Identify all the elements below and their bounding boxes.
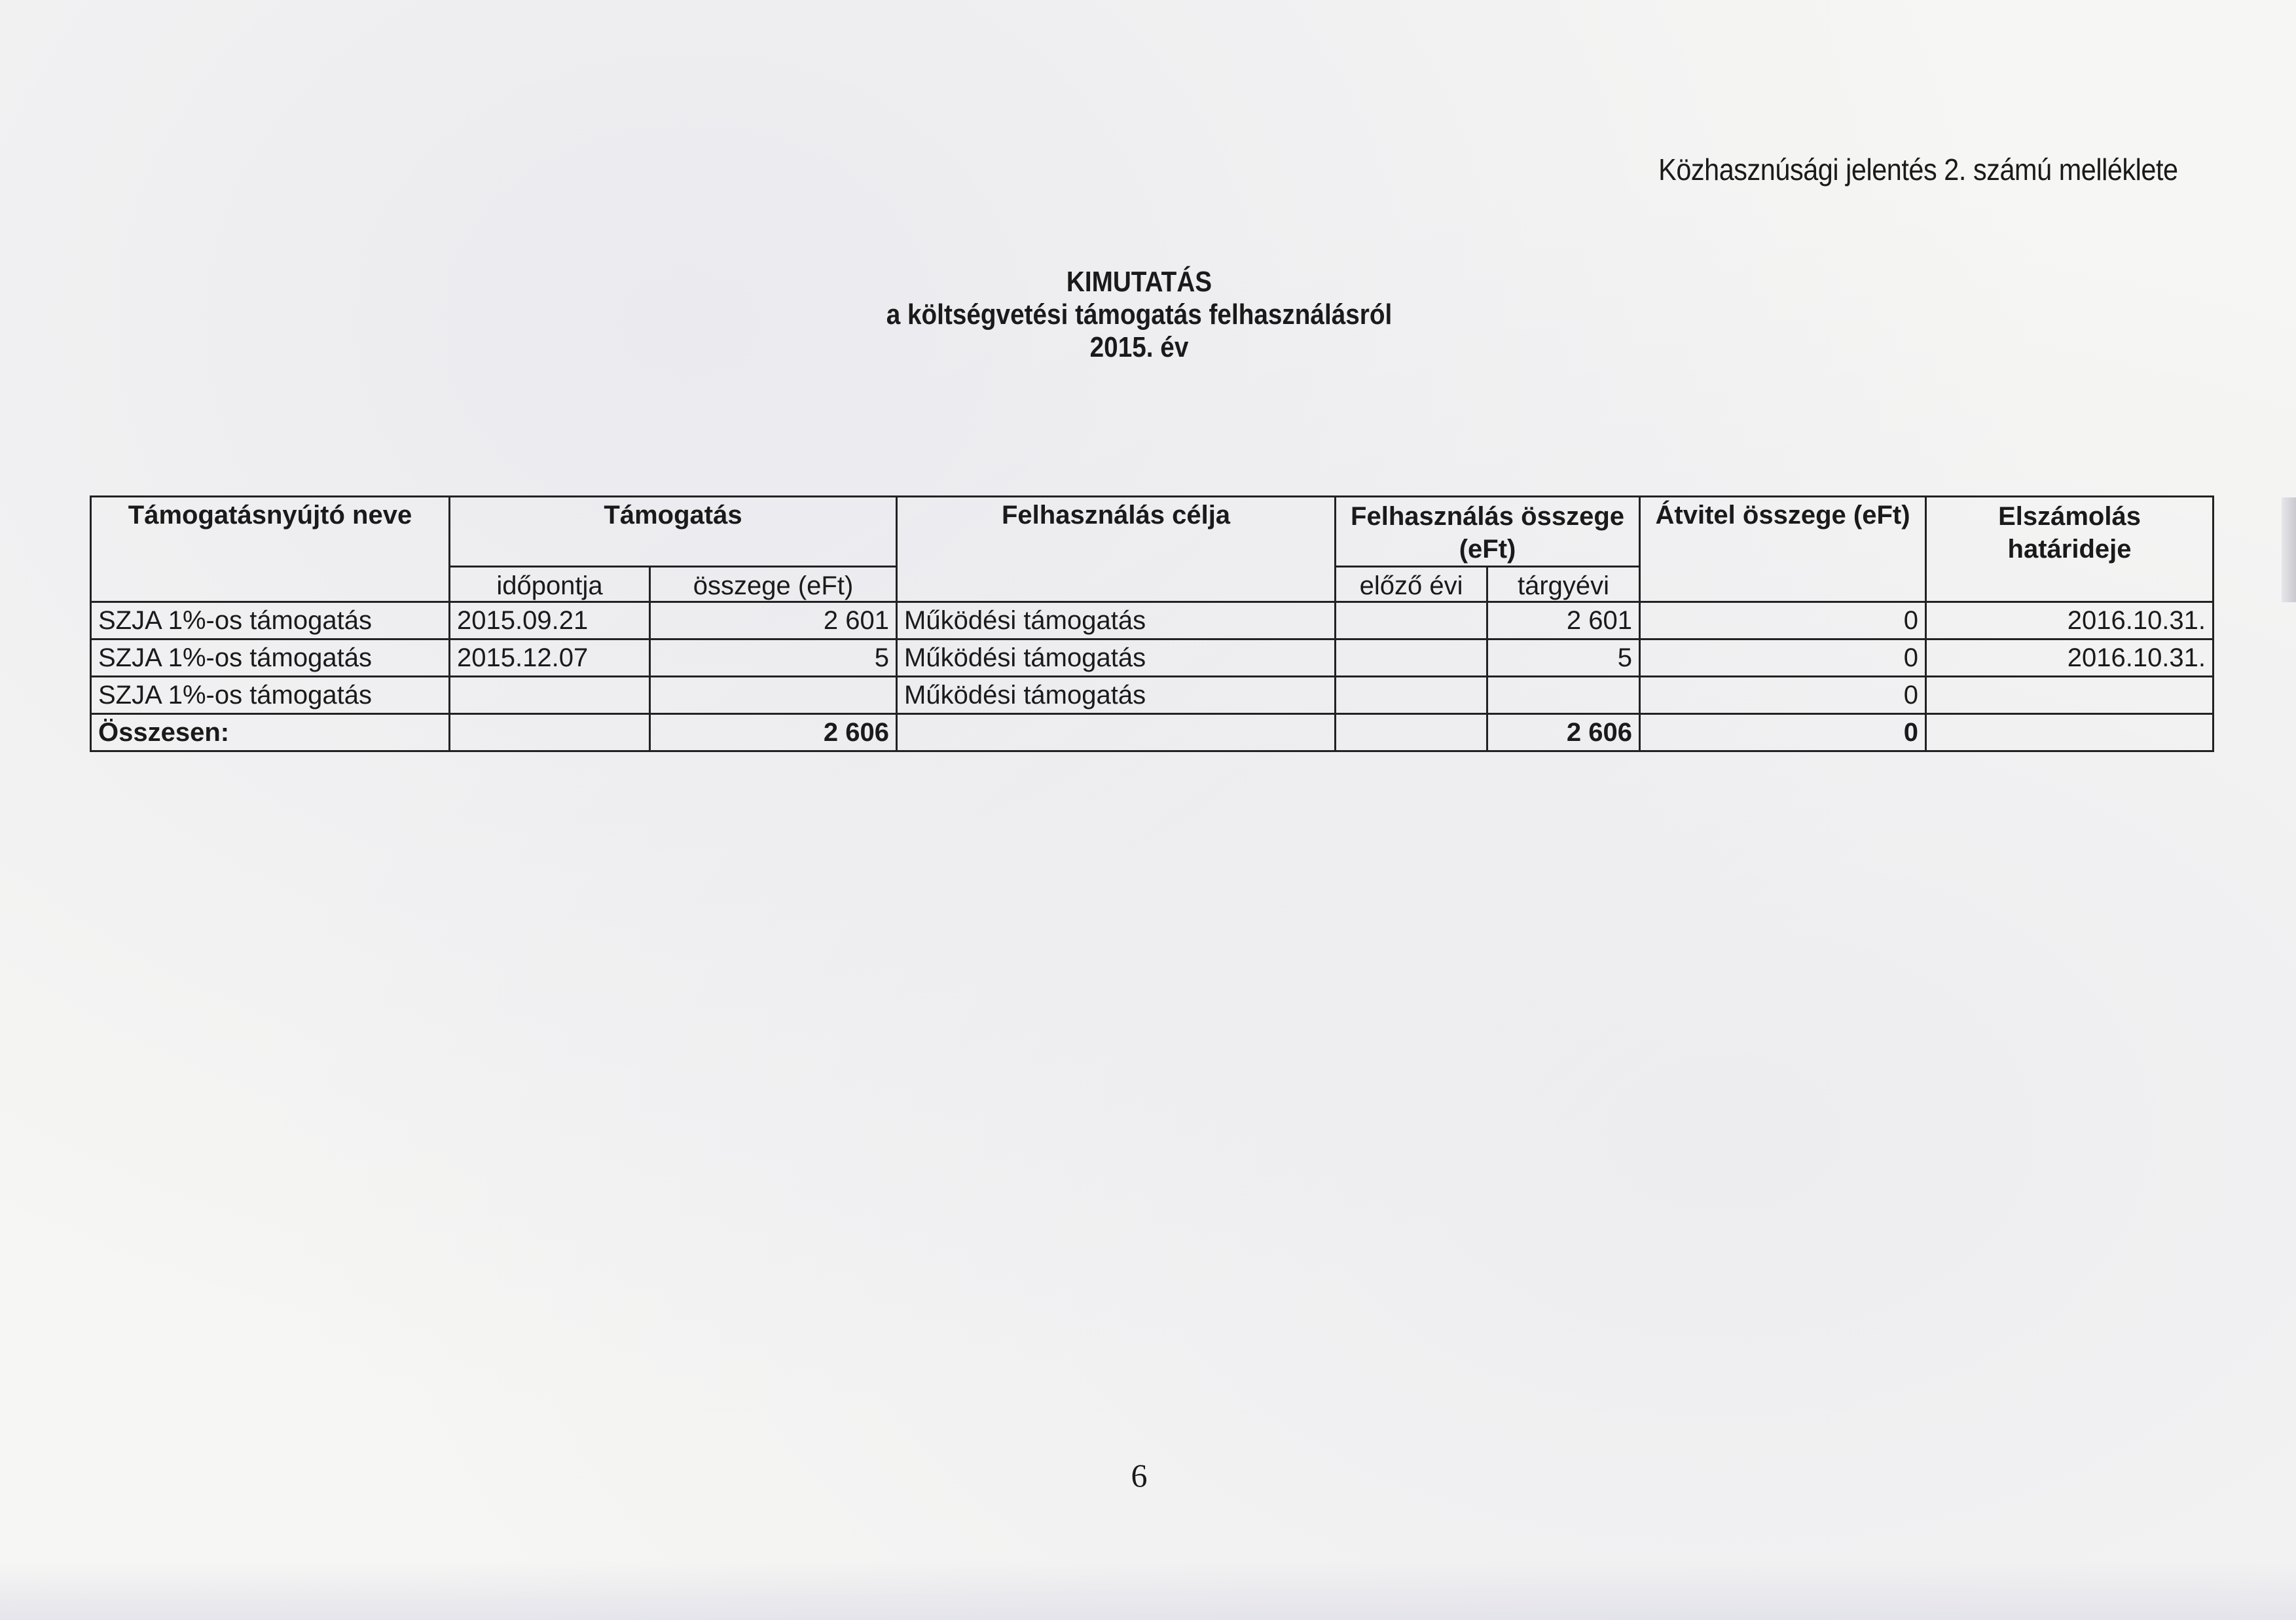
support-usage-table xyxy=(90,495,2214,752)
cell-current xyxy=(1487,677,1640,714)
cell-transfer: 0 xyxy=(1640,677,1926,714)
total-current: 2 606 xyxy=(1487,714,1640,751)
cell-prev xyxy=(1336,677,1487,714)
cell-provider: SZJA 1%-os támogatás xyxy=(91,677,450,714)
cell-current: 5 xyxy=(1487,639,1640,677)
header-support-date: időpontja xyxy=(450,567,650,602)
cell-transfer: 0 xyxy=(1640,639,1926,677)
header-usage-amount xyxy=(1336,497,1640,567)
cell-prev xyxy=(1336,602,1487,639)
cell-transfer: 0 xyxy=(1640,602,1926,639)
cell-purpose: Működési támogatás xyxy=(897,677,1336,714)
title-line-1: KIMUTATÁS xyxy=(1066,266,1212,298)
cell-date xyxy=(450,677,650,714)
total-prev-empty xyxy=(1336,714,1487,751)
scan-edge-artifact xyxy=(2282,497,2296,602)
header-purpose: Felhasználás célja xyxy=(897,497,1336,602)
cell-date: 2015.12.07 xyxy=(450,639,650,677)
page-number: 6 xyxy=(1131,1457,1148,1494)
title-line-3: 2015. év xyxy=(1089,331,1189,363)
report-title xyxy=(0,266,2278,364)
cell-amount xyxy=(650,677,897,714)
cell-amount: 5 xyxy=(650,639,897,677)
header-deadline xyxy=(1926,497,2214,602)
header-transfer: Átvitel összege (eFt) xyxy=(1640,497,1926,602)
table-row xyxy=(91,639,2214,677)
total-amount: 2 606 xyxy=(650,714,897,751)
total-purpose-empty xyxy=(897,714,1336,751)
cell-deadline xyxy=(1926,677,2214,714)
scan-bottom-shade xyxy=(0,1561,2296,1620)
header-deadline-text: Elszámolás határideje xyxy=(1998,502,2141,564)
header-usage-amount-text: Felhasználás összege (eFt) xyxy=(1351,502,1624,564)
cell-provider: SZJA 1%-os támogatás xyxy=(91,639,450,677)
cell-purpose: Működési támogatás xyxy=(897,602,1336,639)
cell-current: 2 601 xyxy=(1487,602,1640,639)
header-usage-prev: előző évi xyxy=(1336,567,1487,602)
cell-purpose: Működési támogatás xyxy=(897,639,1336,677)
table-total-row xyxy=(91,714,2214,751)
header-support-amount: összege (eFt) xyxy=(650,567,897,602)
table-row xyxy=(91,677,2214,714)
cell-provider: SZJA 1%-os támogatás xyxy=(91,602,450,639)
header-provider: Támogatásnyújtó neve xyxy=(91,497,450,602)
header-usage-current: tárgyévi xyxy=(1487,567,1640,602)
cell-deadline: 2016.10.31. xyxy=(1926,639,2214,677)
total-label: Összesen: xyxy=(91,714,450,751)
title-line-2: a költségvetési támogatás felhasználásról xyxy=(886,298,1393,331)
cell-date: 2015.09.21 xyxy=(450,602,650,639)
total-deadline-empty xyxy=(1926,714,2214,751)
annex-label: Közhasznúsági jelentés 2. számú melléklete xyxy=(1658,153,2178,187)
total-date-empty xyxy=(450,714,650,751)
cell-deadline: 2016.10.31. xyxy=(1926,602,2214,639)
table-row xyxy=(91,602,2214,639)
cell-prev xyxy=(1336,639,1487,677)
header-support: Támogatás xyxy=(450,497,897,567)
total-transfer: 0 xyxy=(1640,714,1926,751)
cell-amount: 2 601 xyxy=(650,602,897,639)
